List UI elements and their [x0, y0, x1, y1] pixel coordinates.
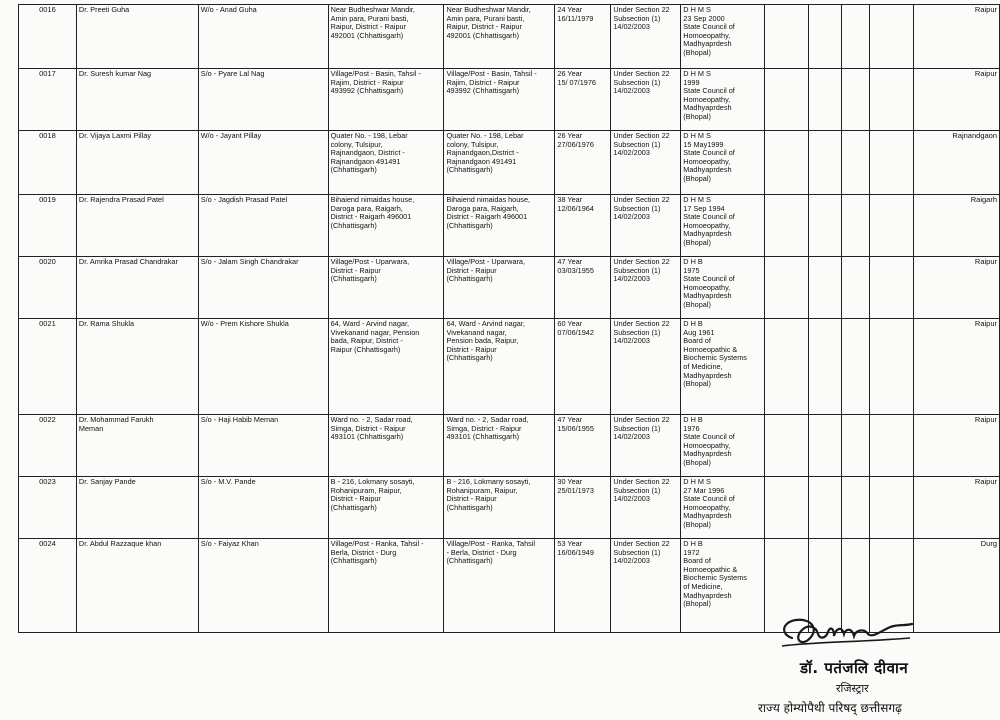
serial-number-text: 0017	[39, 69, 56, 78]
relation-name-text: S/o - M.V. Pande	[200, 477, 256, 486]
relation-name-text: S/o - Pyare Lal Nag	[200, 69, 265, 78]
qualification-text: D H M S 15 May1999 State Council of Homoeopathy, Madhyaprdesh (Bhopal)	[683, 131, 735, 184]
serial-number-text: 0023	[39, 477, 56, 486]
age-dob	[555, 69, 611, 131]
blank-cell-b	[809, 415, 842, 477]
table-row	[19, 69, 1000, 131]
table-row	[19, 257, 1000, 319]
table-row	[19, 415, 1000, 477]
relation-name	[198, 319, 328, 415]
district-text: Rajnandgaon	[952, 131, 997, 140]
registration-section	[611, 131, 681, 195]
relation-name	[198, 539, 328, 633]
blank-cell-d	[870, 257, 914, 319]
blank-cell-b	[809, 131, 842, 195]
practitioner-name-text: Dr. Mohammad Farukh Meman	[78, 415, 154, 433]
current-address-text: B - 216, Lokmany sosayti, Rohanipuram, Raipur, District - Raipur (Chhattisgarh)	[330, 477, 415, 512]
current-address	[328, 257, 444, 319]
district	[913, 195, 999, 257]
registration-section	[611, 195, 681, 257]
serial-number-text: 0022	[39, 415, 56, 424]
serial-number-text: 0021	[39, 319, 56, 328]
age-dob-text: 53 Year 16/06/1949	[557, 539, 594, 557]
serial-number-text: 0024	[39, 539, 56, 548]
qualification-text: D H M S 27 Mar 1996 State Council of Homoeopathy, Madhyaprdesh (Bhopal)	[683, 477, 735, 530]
relation-name	[198, 195, 328, 257]
qualification	[681, 257, 765, 319]
practitioner-name	[76, 415, 198, 477]
district	[913, 5, 999, 69]
serial-number-text: 0020	[39, 257, 56, 266]
qualification-text: D H M S 23 Sep 2000 State Council of Homoeopathy, Madhyaprdesh (Bhopal)	[683, 5, 735, 58]
permanent-address-text: Quater No. - 198, Lebar colony, Tulsipur, Rajnandgaon,District - Rajnandgaon 491491 (Chhattisgarh)	[446, 131, 524, 175]
blank-cell-a	[765, 131, 809, 195]
practitioner-name-text: Dr. Suresh kumar Nag	[78, 69, 152, 78]
registration-section-text: Under Section 22 Subsection (1) 14/02/2003	[613, 195, 670, 222]
qualification-text: D H B Aug 1961 Board of Homoeopathic & Biochemic Systems of Medicine, Madhyaprdesh (Bhopal)	[683, 319, 747, 389]
current-address	[328, 319, 444, 415]
registrar-title: रजिस्ट्रार	[836, 682, 869, 695]
qualification	[681, 477, 765, 539]
practitioner-name-text: Dr. Abdul Razzaque khan	[78, 539, 162, 548]
district-text: Raigarh	[970, 195, 997, 204]
registration-table	[18, 4, 1000, 633]
blank-cell-d	[870, 69, 914, 131]
age-dob-text: 24 Year 16/11/1979	[557, 5, 594, 23]
district-text: Raipur	[974, 5, 997, 14]
qualification	[681, 5, 765, 69]
blank-cell-c	[842, 257, 870, 319]
blank-cell-d	[870, 5, 914, 69]
blank-cell-c	[842, 5, 870, 69]
relation-name-text: S/o - Faiyaz Khan	[200, 539, 259, 548]
relation-name	[198, 5, 328, 69]
relation-name-text: S/o - Jalam Singh Chandrakar	[200, 257, 299, 266]
qualification-text: D H B 1975 State Council of Homoeopathy, Madhyaprdesh (Bhopal)	[683, 257, 735, 310]
relation-name-text: W/o - Jayant Pillay	[200, 131, 262, 140]
district-text: Raipur	[974, 319, 997, 328]
current-address-text: Village/Post - Basin, Tahsil - Rajim, District - Raipur 493992 (Chhattisgarh)	[330, 69, 421, 96]
serial-number	[19, 195, 77, 257]
age-dob-text: 26 Year 27/06/1976	[557, 131, 594, 149]
blank-cell-c	[842, 319, 870, 415]
serial-number-text: 0019	[39, 195, 56, 204]
current-address-text: Village/Post - Uparwara, District - Raipur (Chhattisgarh)	[330, 257, 410, 284]
table-row	[19, 319, 1000, 415]
current-address	[328, 477, 444, 539]
serial-number	[19, 415, 77, 477]
blank-cell-b	[809, 257, 842, 319]
blank-cell-a	[765, 195, 809, 257]
blank-cell-c	[842, 69, 870, 131]
registration-section	[611, 539, 681, 633]
registration-section-text: Under Section 22 Subsection (1) 14/02/2003	[613, 5, 670, 32]
registration-section-text: Under Section 22 Subsection (1) 14/02/2003	[613, 69, 670, 96]
age-dob	[555, 5, 611, 69]
serial-number	[19, 257, 77, 319]
permanent-address-text: Village/Post - Ranka, Tahsil - Berla, District - Durg (Chhattisgarh)	[446, 539, 536, 566]
practitioner-name-text: Dr. Preeti Guha	[78, 5, 130, 14]
blank-cell-b	[809, 477, 842, 539]
table-row	[19, 477, 1000, 539]
relation-name-text: W/o - Prem Kishore Shukla	[200, 319, 289, 328]
age-dob-text: 26 Year 15/ 07/1976	[557, 69, 596, 87]
registration-section-text: Under Section 22 Subsection (1) 14/02/2003	[613, 539, 670, 566]
qualification	[681, 69, 765, 131]
relation-name	[198, 257, 328, 319]
permanent-address-text: Ward no. - 2, Sadar road, Simga, District - Raipur 493101 (Chhattisgarh)	[446, 415, 529, 442]
registration-section	[611, 319, 681, 415]
current-address	[328, 539, 444, 633]
blank-cell-c	[842, 195, 870, 257]
blank-cell-a	[765, 319, 809, 415]
registration-section	[611, 415, 681, 477]
district-text: Durg	[980, 539, 997, 548]
qualification	[681, 539, 765, 633]
qualification-text: D H M S 1999 State Council of Homoeopathy, Madhyaprdesh (Bhopal)	[683, 69, 735, 122]
current-address-text: Near Budheshwar Mandir, Amin para, Purani basti, Raipur, District - Raipur 492001 (Chhattisgarh)	[330, 5, 415, 40]
relation-name	[198, 415, 328, 477]
table-row	[19, 131, 1000, 195]
current-address	[328, 195, 444, 257]
permanent-address-text: Near Budheshwar Mandir, Amin para, Purani basti, Raipur, District - Raipur 492001 (Chhattisgarh)	[446, 5, 531, 40]
practitioner-name	[76, 69, 198, 131]
blank-cell-d	[870, 477, 914, 539]
blank-cell-d	[870, 195, 914, 257]
age-dob	[555, 257, 611, 319]
district-text: Raipur	[974, 69, 997, 78]
blank-cell-a	[765, 69, 809, 131]
district	[913, 131, 999, 195]
registration-section-text: Under Section 22 Subsection (1) 14/02/2003	[613, 131, 670, 158]
age-dob-text: 38 Year 12/06/1964	[557, 195, 594, 213]
current-address-text: Bihaiend nimaidas house, Daroga para, Raigarh, District - Raigarh 496001 (Chhattisgarh)	[330, 195, 415, 230]
blank-cell-b	[809, 319, 842, 415]
registration-section-text: Under Section 22 Subsection (1) 14/02/2003	[613, 477, 670, 504]
blank-cell-a	[765, 477, 809, 539]
practitioner-name-text: Dr. Amrika Prasad Chandrakar	[78, 257, 178, 266]
district	[913, 319, 999, 415]
current-address-text: Quater No. - 198, Lebar colony, Tulsipur, Rajnandgaon, District - Rajnandgaon 491491 (Chhattisgarh)	[330, 131, 408, 175]
relation-name-text: S/o - Jagdish Prasad Patel	[200, 195, 288, 204]
age-dob-text: 60 Year 07/06/1942	[557, 319, 594, 337]
qualification	[681, 415, 765, 477]
serial-number	[19, 319, 77, 415]
signature-scribble	[772, 608, 922, 654]
serial-number	[19, 131, 77, 195]
district-text: Raipur	[974, 415, 997, 424]
registration-section	[611, 477, 681, 539]
council-name: राज्य होम्योपैथी परिषद् छत्तीसगढ़	[758, 701, 902, 715]
age-dob	[555, 195, 611, 257]
blank-cell-b	[809, 5, 842, 69]
practitioner-name-text: Dr. Sanjay Pande	[78, 477, 136, 486]
serial-number	[19, 477, 77, 539]
serial-number	[19, 5, 77, 69]
age-dob	[555, 131, 611, 195]
relation-name-text: S/o - Haji Habib Meman	[200, 415, 279, 424]
district-text: Raipur	[974, 477, 997, 486]
district	[913, 539, 999, 633]
permanent-address	[444, 131, 555, 195]
district	[913, 257, 999, 319]
practitioner-name-text: Dr. Rajendra Prasad Patel	[78, 195, 164, 204]
permanent-address	[444, 415, 555, 477]
blank-cell-d	[870, 131, 914, 195]
current-address	[328, 5, 444, 69]
practitioner-name	[76, 477, 198, 539]
qualification-text: D H B 1976 State Council of Homoeopathy, Madhyaprdesh (Bhopal)	[683, 415, 735, 468]
registrar-name: डॉ. पतंजलि दीवान	[800, 659, 909, 677]
blank-cell-a	[765, 415, 809, 477]
district	[913, 415, 999, 477]
registration-section	[611, 69, 681, 131]
practitioner-name	[76, 5, 198, 69]
permanent-address	[444, 539, 555, 633]
current-address-text: Ward no. - 2, Sadar road, Simga, District - Raipur 493101 (Chhattisgarh)	[330, 415, 413, 442]
practitioner-name	[76, 257, 198, 319]
qualification	[681, 131, 765, 195]
blank-cell-d	[870, 415, 914, 477]
relation-name	[198, 69, 328, 131]
permanent-address	[444, 69, 555, 131]
permanent-address	[444, 257, 555, 319]
permanent-address	[444, 319, 555, 415]
relation-name	[198, 131, 328, 195]
practitioner-name	[76, 539, 198, 633]
blank-cell-c	[842, 131, 870, 195]
serial-number-text: 0018	[39, 131, 56, 140]
relation-name	[198, 477, 328, 539]
current-address	[328, 69, 444, 131]
qualification-text: D H B 1972 Board of Homoeopathic & Biochemic Systems of Medicine, Madhyaprdesh (Bhopal)	[683, 539, 747, 609]
blank-cell-d	[870, 319, 914, 415]
permanent-address-text: Village/Post - Basin, Tahsil - Rajim, District - Raipur 493992 (Chhattisgarh)	[446, 69, 537, 96]
blank-cell-a	[765, 5, 809, 69]
permanent-address	[444, 477, 555, 539]
permanent-address-text: Village/Post - Uparwara, District - Raipur (Chhattisgarh)	[446, 257, 526, 284]
registration-section	[611, 257, 681, 319]
age-dob-text: 47 Year 03/03/1955	[557, 257, 594, 275]
district	[913, 477, 999, 539]
registration-section-text: Under Section 22 Subsection (1) 14/02/2003	[613, 415, 670, 442]
permanent-address-text: 64, Ward - Arvind nagar, Vivekanand nagar, Pension bada, Raipur, District - Raipur (Chhattisgarh)	[446, 319, 525, 363]
age-dob-text: 30 Year 25/01/1973	[557, 477, 594, 495]
blank-cell-b	[809, 69, 842, 131]
blank-cell-c	[842, 477, 870, 539]
district-text: Raipur	[974, 257, 997, 266]
qualification	[681, 195, 765, 257]
practitioner-name	[76, 131, 198, 195]
practitioner-name	[76, 319, 198, 415]
registration-section	[611, 5, 681, 69]
permanent-address	[444, 195, 555, 257]
practitioner-name	[76, 195, 198, 257]
permanent-address-text: Bihaiend nimaidas house, Daroga para, Raigarh, District - Raigarh 496001 (Chhattisgarh)	[446, 195, 531, 230]
practitioner-name-text: Dr. Rama Shukla	[78, 319, 135, 328]
current-address-text: 64, Ward - Arvind nagar, Vivekanand nagar, Pension bada, Raipur, District - Raipur (Chhattisgarh)	[330, 319, 420, 354]
qualification	[681, 319, 765, 415]
current-address	[328, 131, 444, 195]
qualification-text: D H M S 17 Sep 1994 State Council of Homoeopathy, Madhyaprdesh (Bhopal)	[683, 195, 735, 248]
registration-section-text: Under Section 22 Subsection (1) 14/02/2003	[613, 257, 670, 284]
age-dob	[555, 319, 611, 415]
blank-cell-a	[765, 257, 809, 319]
age-dob	[555, 539, 611, 633]
relation-name-text: W/o - Anad Guha	[200, 5, 257, 14]
permanent-address-text: B - 216, Lokmany sosayti, Rohanipuram, Raipur, District - Raipur (Chhattisgarh)	[446, 477, 531, 512]
district	[913, 69, 999, 131]
age-dob-text: 47 Year 15/06/1955	[557, 415, 594, 433]
permanent-address	[444, 5, 555, 69]
serial-number-text: 0016	[39, 5, 56, 14]
practitioner-name-text: Dr. Vijaya Laxmi Pillay	[78, 131, 151, 140]
age-dob	[555, 477, 611, 539]
serial-number	[19, 69, 77, 131]
current-address	[328, 415, 444, 477]
blank-cell-c	[842, 415, 870, 477]
current-address-text: Village/Post - Ranka, Tahsil - Berla, District - Durg (Chhattisgarh)	[330, 539, 424, 566]
table-row	[19, 195, 1000, 257]
table-row	[19, 5, 1000, 69]
blank-cell-b	[809, 195, 842, 257]
serial-number	[19, 539, 77, 633]
registration-section-text: Under Section 22 Subsection (1) 14/02/2003	[613, 319, 670, 346]
age-dob	[555, 415, 611, 477]
